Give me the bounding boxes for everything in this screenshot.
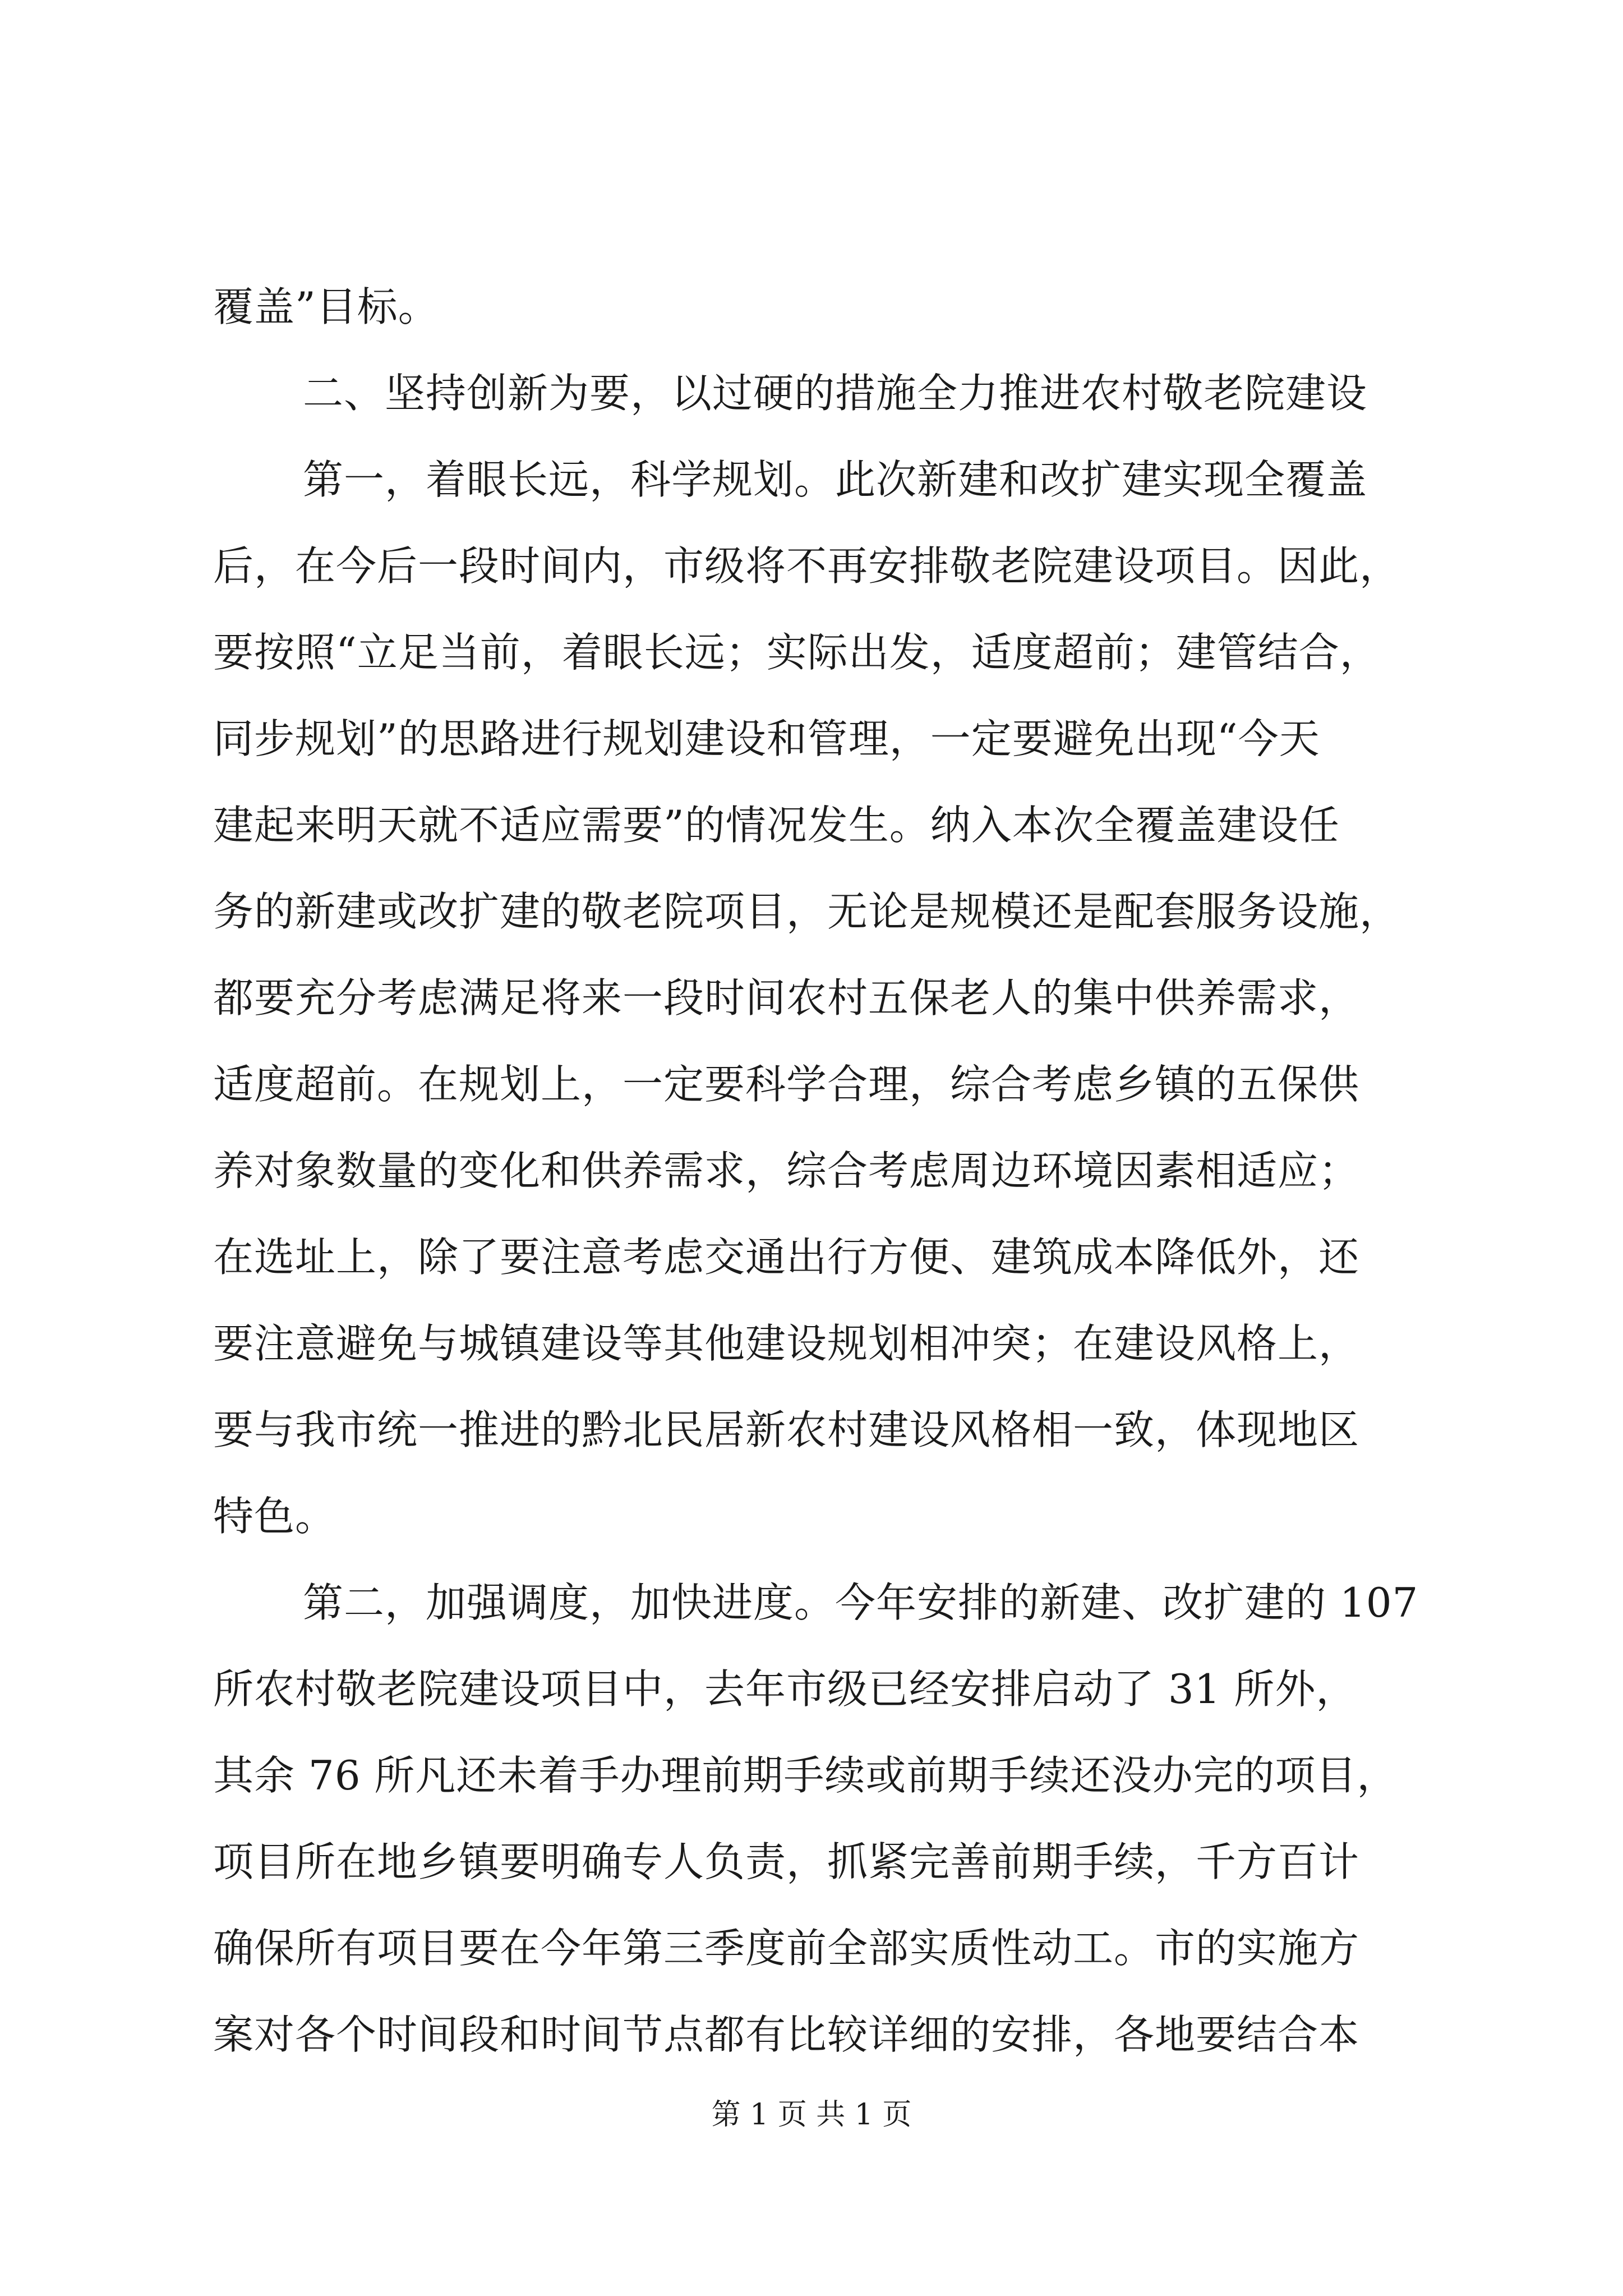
text-line: 要注意避免与城镇建设等其他建设规划相冲突；在建设风格上，: [213, 1320, 1360, 1367]
text-line: 特色。: [213, 1493, 336, 1540]
text-line: 所农村敬老院建设项目中，去年市级已经安排启动了 31 所外，: [213, 1665, 1357, 1713]
text-line: 都要充分考虑满足将来一段时间农村五保老人的集中供养需求，: [213, 974, 1360, 1022]
text-line: 其余 76 所凡还未着手办理前期手续或前期手续还没办完的项目，: [213, 1752, 1398, 1799]
text-line: 后，在今后一段时间内，市级将不再安排敬老院建设项目。因此，: [213, 542, 1401, 590]
text-line: 项目所在地乡镇要明确专人负责，抓紧完善前期手续，千方百计: [213, 1838, 1360, 1885]
text-line: 要按照“立足当前，着眼长远；实际出发，适度超前；建管结合，: [213, 629, 1381, 676]
text-line: 养对象数量的变化和供养需求，综合考虑周边环境因素相适应；: [213, 1147, 1360, 1194]
paragraph-start: 第二，加强调度，加快进度。今年安排的新建、改扩建的 107: [303, 1579, 1419, 1626]
text-line: 务的新建或改扩建的敬老院项目，无论是规模还是配套服务设施，: [213, 888, 1401, 935]
section-heading: 二、坚持创新为要，以过硬的措施全力推进农村敬老院建设: [303, 370, 1368, 417]
text-line: 在选址上，除了要注意考虑交通出行方便、建筑成本降低外，还: [213, 1234, 1360, 1281]
text-line: 确保所有项目要在今年第三季度前全部实质性动工。市的实施方: [213, 1925, 1360, 1972]
paragraph-start: 第一，着眼长远，科学规划。此次新建和改扩建实现全覆盖: [303, 456, 1368, 503]
page-number-footer: 第 1 页 共 1 页: [711, 2098, 912, 2132]
text-line: 案对各个时间段和时间节点都有比较详细的安排，各地要结合本: [213, 2011, 1360, 2058]
text-line: 要与我市统一推进的黔北民居新农村建设风格相一致，体现地区: [213, 1406, 1360, 1453]
text-line: 同步规划”的思路进行规划建设和管理，一定要避免出现“今天: [213, 715, 1320, 762]
text-line: 建起来明天就不适应需要”的情况发生。纳入本次全覆盖建设任: [213, 802, 1340, 849]
document-body: [213, 264, 1419, 2078]
text-line: 适度超前。在规划上，一定要科学合理，综合考虑乡镇的五保供: [213, 1061, 1360, 1108]
text-line: 覆盖”目标。: [213, 283, 439, 330]
